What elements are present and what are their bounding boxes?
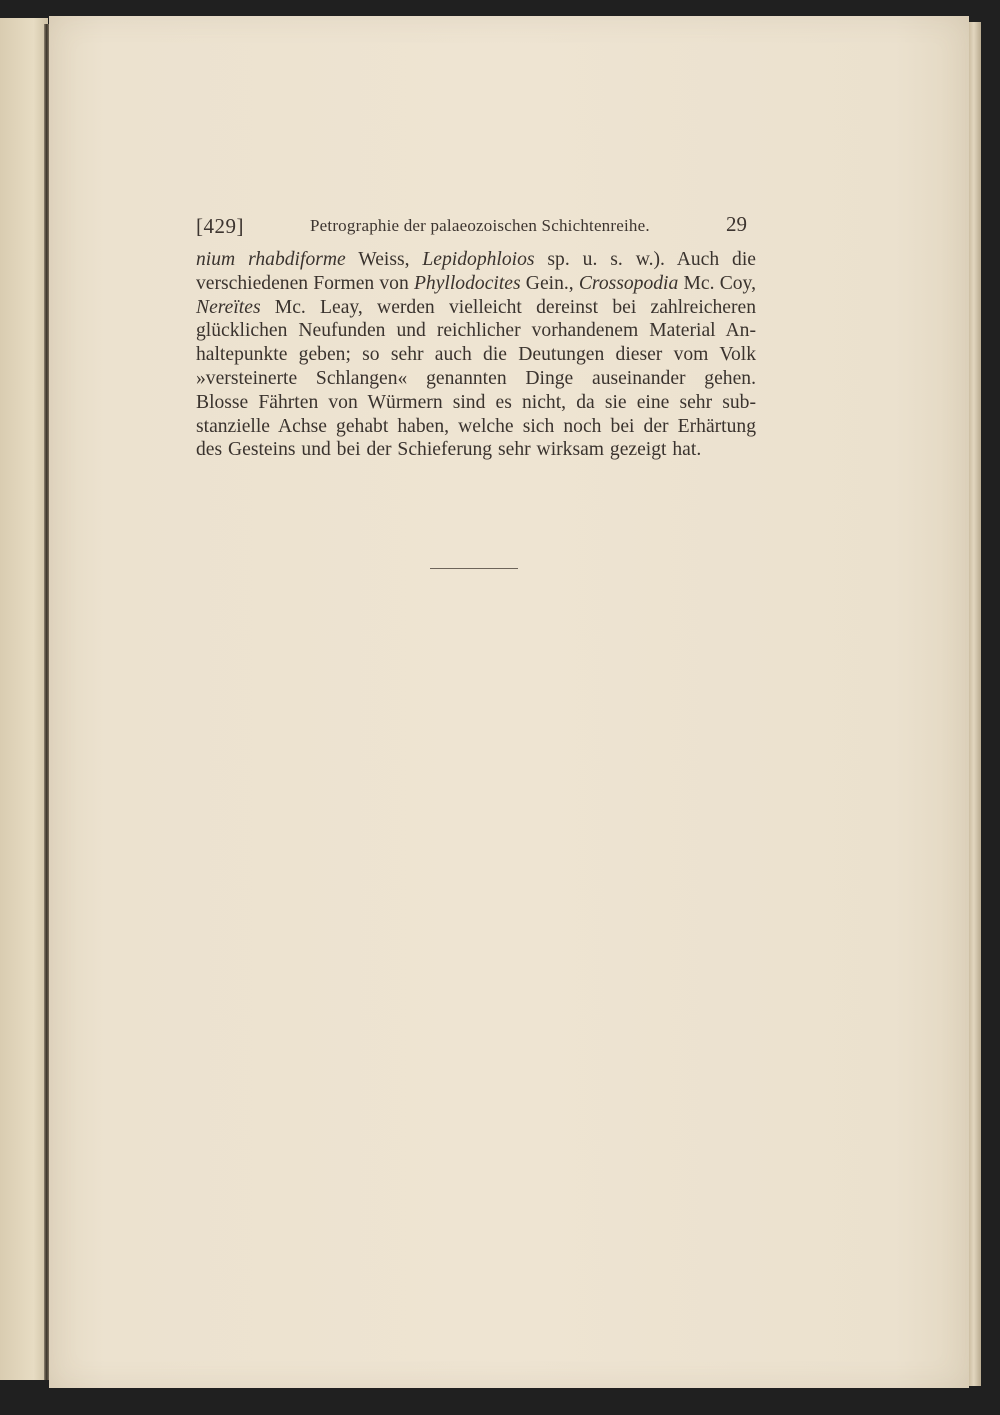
text-line [196,391,756,415]
text-segment: haltepunkte geben; so sehr auch die Deutungen dieser vom Volk [196,344,756,366]
text-segment: sp. u. s. w.). Auch die [534,249,756,270]
body-paragraph [196,248,756,462]
text-segment: stanzielle Achse gehabt haben, welche sich noch bei der Erhärtung [196,415,756,437]
page-stack-edge [969,22,981,1386]
text-segment: Mc. Leay, werden vielleicht dereinst bei zahlreicheren [260,296,756,318]
text-segment: verschiedenen Formen von [196,272,414,294]
section-divider-rule [430,568,518,569]
running-title: Petrographie der palaeozoischen Schichtenreihe. [310,216,650,235]
text-segment: Blosse Fährten von Würmern sind es nicht, da sie eine sehr sub- [196,391,756,413]
italic-taxon-name: nium rhabdiforme [196,249,346,270]
text-line [196,248,756,272]
text-segment: glücklichen Neufunden und reichlicher vorhandenem Material An- [196,320,756,342]
text-line [196,272,756,296]
text-segment: Gein., [520,272,579,294]
text-line [196,319,756,343]
text-segment: »versteinerte Schlangen« genannten Dinge auseinander gehen. [196,367,756,389]
text-line [196,415,756,439]
text-segment: Mc. Coy, [678,272,756,294]
text-line [196,438,756,462]
text-segment: des Gesteins und bei der Schieferung sehr wirksam gezeigt hat. [196,439,702,461]
text-line [196,367,756,391]
text-segment: Weiss, [345,249,423,270]
italic-taxon-name: Lepidophloios [422,249,535,270]
italic-taxon-name: Crossopodia [578,272,679,294]
page-header [196,212,756,242]
italic-taxon-name: Phyllodocites [413,272,521,294]
text-line [196,343,756,367]
text-line [196,296,756,320]
italic-taxon-name: Nereïtes [196,296,261,318]
page-number: 29 [726,212,747,236]
page-reference: [429] [196,214,244,238]
previous-page-edge [0,18,48,1380]
